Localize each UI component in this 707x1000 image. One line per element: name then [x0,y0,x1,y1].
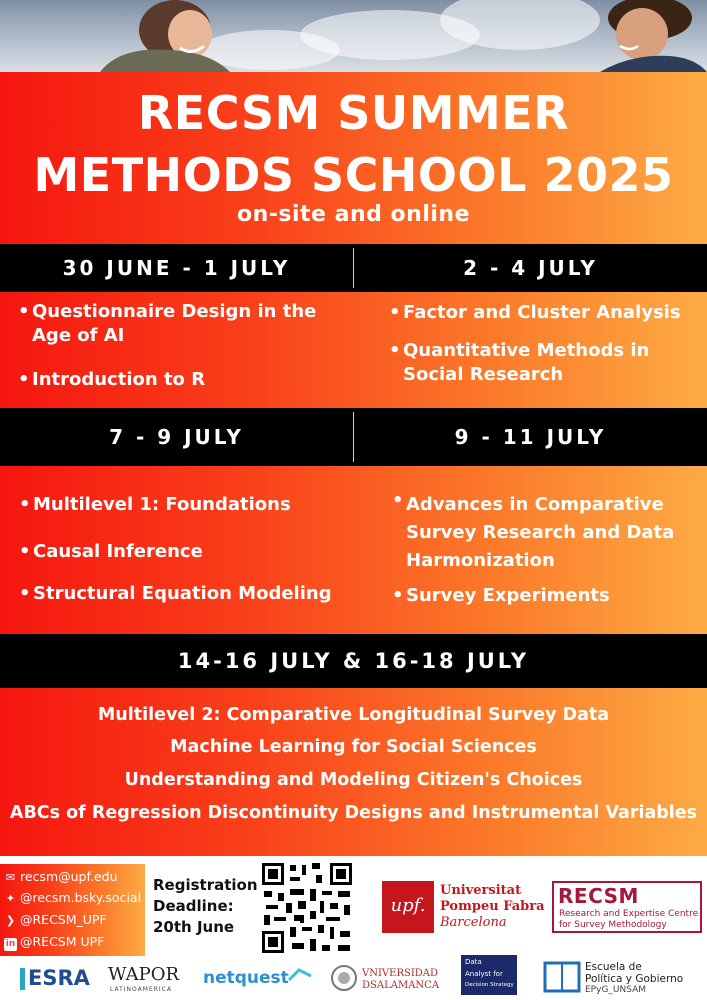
course-regression-discontinuity: ABCs of Regression Discontinuity Designs and Instrumental Variables [9,803,698,823]
course-causal-inference: • Causal Inference [19,541,203,562]
course-intro-r: • Introduction to R [18,369,206,390]
man-photo [580,0,707,72]
registration-qr-code[interactable] [260,861,354,955]
course-multilevel-2: Multilevel 2: Comparative Longitudinal Survey Data [97,705,610,725]
contact-email[interactable]: ✉ recsm@upf.edu [4,868,118,886]
header-photo [0,0,707,72]
contact-twitter[interactable]: ❯ @RECSM_UPF [4,911,107,929]
title-line-1: RECSM SUMMER [137,86,570,140]
epyg-logo: Escuela de Política y Gobierno EPyG_UNSAM [543,958,703,998]
netquest-swoosh-icon [287,966,313,986]
date-week1-right: 2 - 4 JULY [463,256,598,280]
envelope-icon: ✉ [5,871,16,884]
course-survey-experiments: • Survey Experiments [392,585,610,606]
footer: ✉ recsm@upf.edu ✦ @recsm.bsky.social ❯ @RECSM_UPF in @RECSM UPF Registration Deadline: 20th June upf. Universitat Pompeu Fabra Barcelona RECSM Research and Expertise Centre for Survey Methodology ESRA WAPOR LATINOAMERICA netquest VNIVERSIDAD DSALAMANCA Data Analyst for Decision Strategy Escuela de Política y Gobierno EPyG_UNSAM [0,856,707,1000]
contact-bluesky[interactable]: ✦ @recsm.bsky.social [4,889,141,907]
upf-mark: upf. [382,881,434,933]
woman-photo [80,0,240,72]
contact-box [0,864,145,956]
esra-bars-icon [20,968,25,990]
course-factor-cluster: • Factor and Cluster Analysis [389,302,681,323]
courses-week1 [0,292,707,408]
courses-week2 [0,466,707,634]
date-week2-right: 9 - 11 JULY [454,425,607,449]
date-bar-week3 [0,634,707,688]
linkedin-icon: in [5,939,16,949]
subtitle: on-site and online [237,202,470,227]
courses-week3 [0,688,707,856]
salamanca-logo: VNIVERSIDAD DSALAMANCA [330,962,440,996]
title-banner [0,72,707,244]
daas-logo: Data Analyst for Decision Strategy [461,955,517,995]
course-quantitative-methods: • Quantitative Methods in Social Research [389,340,650,385]
date-week3: 14-16 JULY & 16-18 JULY [177,649,530,673]
butterfly-icon: ✦ [5,892,16,905]
course-machine-learning: Machine Learning for Social Sciences [170,737,537,757]
registration-deadline: Registration Deadline: 20th June [153,876,258,936]
course-sem: • Structural Equation Modeling [19,583,332,604]
course-questionnaire-design: • Questionnaire Design in the Age of AI [18,301,317,346]
date-week2-left: 7 - 9 JULY [109,425,244,449]
date-week1-left: 30 JUNE - 1 JULY [62,256,291,280]
title-line-2: METHODS SCHOOL 2025 [33,148,674,202]
date-bar-week2 [0,408,707,466]
book-icon [543,960,581,994]
course-comparative-survey: • Advances in Comparative Survey Research and Data Harmonization [392,490,675,571]
bird-icon: ❯ [5,914,16,927]
recsm-logo: RECSM Research and Expertise Centre for Survey Methodology [552,881,702,933]
date-bar-week1 [0,244,707,292]
netquest-logo: netquest [203,966,315,992]
salamanca-seal-icon [330,964,358,992]
esra-logo: ESRA [20,964,98,994]
wapor-logo: WAPOR LATINOAMERICA [108,964,180,993]
course-multilevel-1: • Multilevel 1: Foundations [19,494,291,515]
course-citizen-choices: Understanding and Modeling Citizen's Choices [124,770,583,790]
contact-linkedin[interactable]: in @RECSM UPF [5,934,105,949]
